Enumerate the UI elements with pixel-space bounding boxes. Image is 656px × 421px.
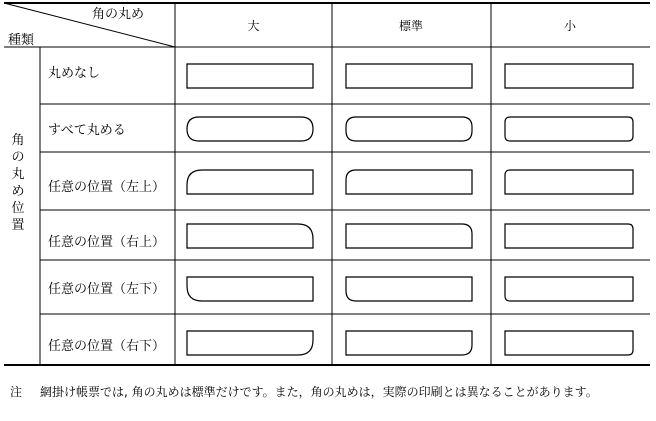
column-header-large: 大: [247, 19, 260, 33]
sample-box-large-bottom-right: [187, 331, 313, 355]
sample-box-large-top-right: [187, 224, 313, 248]
sample-box-standard-top-right: [346, 224, 472, 248]
row-group-char: の: [11, 150, 25, 165]
row-label-no-rounding: 丸めなし: [48, 66, 101, 81]
row-label-top-right: 任意の位置（右上）: [48, 235, 166, 250]
footnote-text: 網掛け帳票では, 角の丸めは標準だけです。また，角の丸めは，実際の印刷とは異なることがあります。: [40, 385, 598, 399]
sample-box-standard-top-left: [346, 170, 472, 194]
corner-header-top: 角の丸め: [92, 7, 145, 22]
sample-box-large-none: [187, 64, 313, 88]
row-label-top-left: 任意の位置（左上）: [48, 180, 166, 195]
row-group-char: 置: [11, 218, 25, 233]
row-label-bottom-left: 任意の位置（左下）: [48, 282, 166, 297]
row-label-round-all: すべて丸める: [48, 123, 126, 138]
footnote-mark: 注: [10, 385, 23, 399]
sample-box-small-bottom-left: [505, 277, 633, 301]
sample-box-standard-bottom-right: [346, 331, 472, 355]
sample-box-large-all: [187, 117, 313, 141]
sample-box-small-top-left: [505, 170, 633, 194]
row-label-bottom-right: 任意の位置（右下）: [48, 339, 166, 354]
column-header-small: 小: [563, 19, 576, 33]
sample-box-standard-none: [346, 64, 472, 88]
sample-box-standard-bottom-left: [346, 277, 472, 301]
sample-box-large-bottom-left: [187, 277, 313, 301]
sample-box-small-bottom-right: [505, 331, 633, 355]
sample-box-standard-all: [346, 117, 472, 141]
row-group-char: め: [11, 184, 25, 199]
column-header-standard: 標準: [398, 19, 423, 33]
sample-box-small-top-right: [505, 224, 633, 248]
sample-box-large-top-left: [187, 170, 313, 194]
row-group-char: 位: [11, 201, 25, 216]
row-group-char: 丸: [11, 167, 25, 182]
corner-header-bottom: 種類: [8, 33, 35, 48]
sample-box-small-none: [505, 64, 633, 88]
sample-box-small-all: [505, 117, 633, 141]
row-group-char: 角: [11, 133, 25, 148]
